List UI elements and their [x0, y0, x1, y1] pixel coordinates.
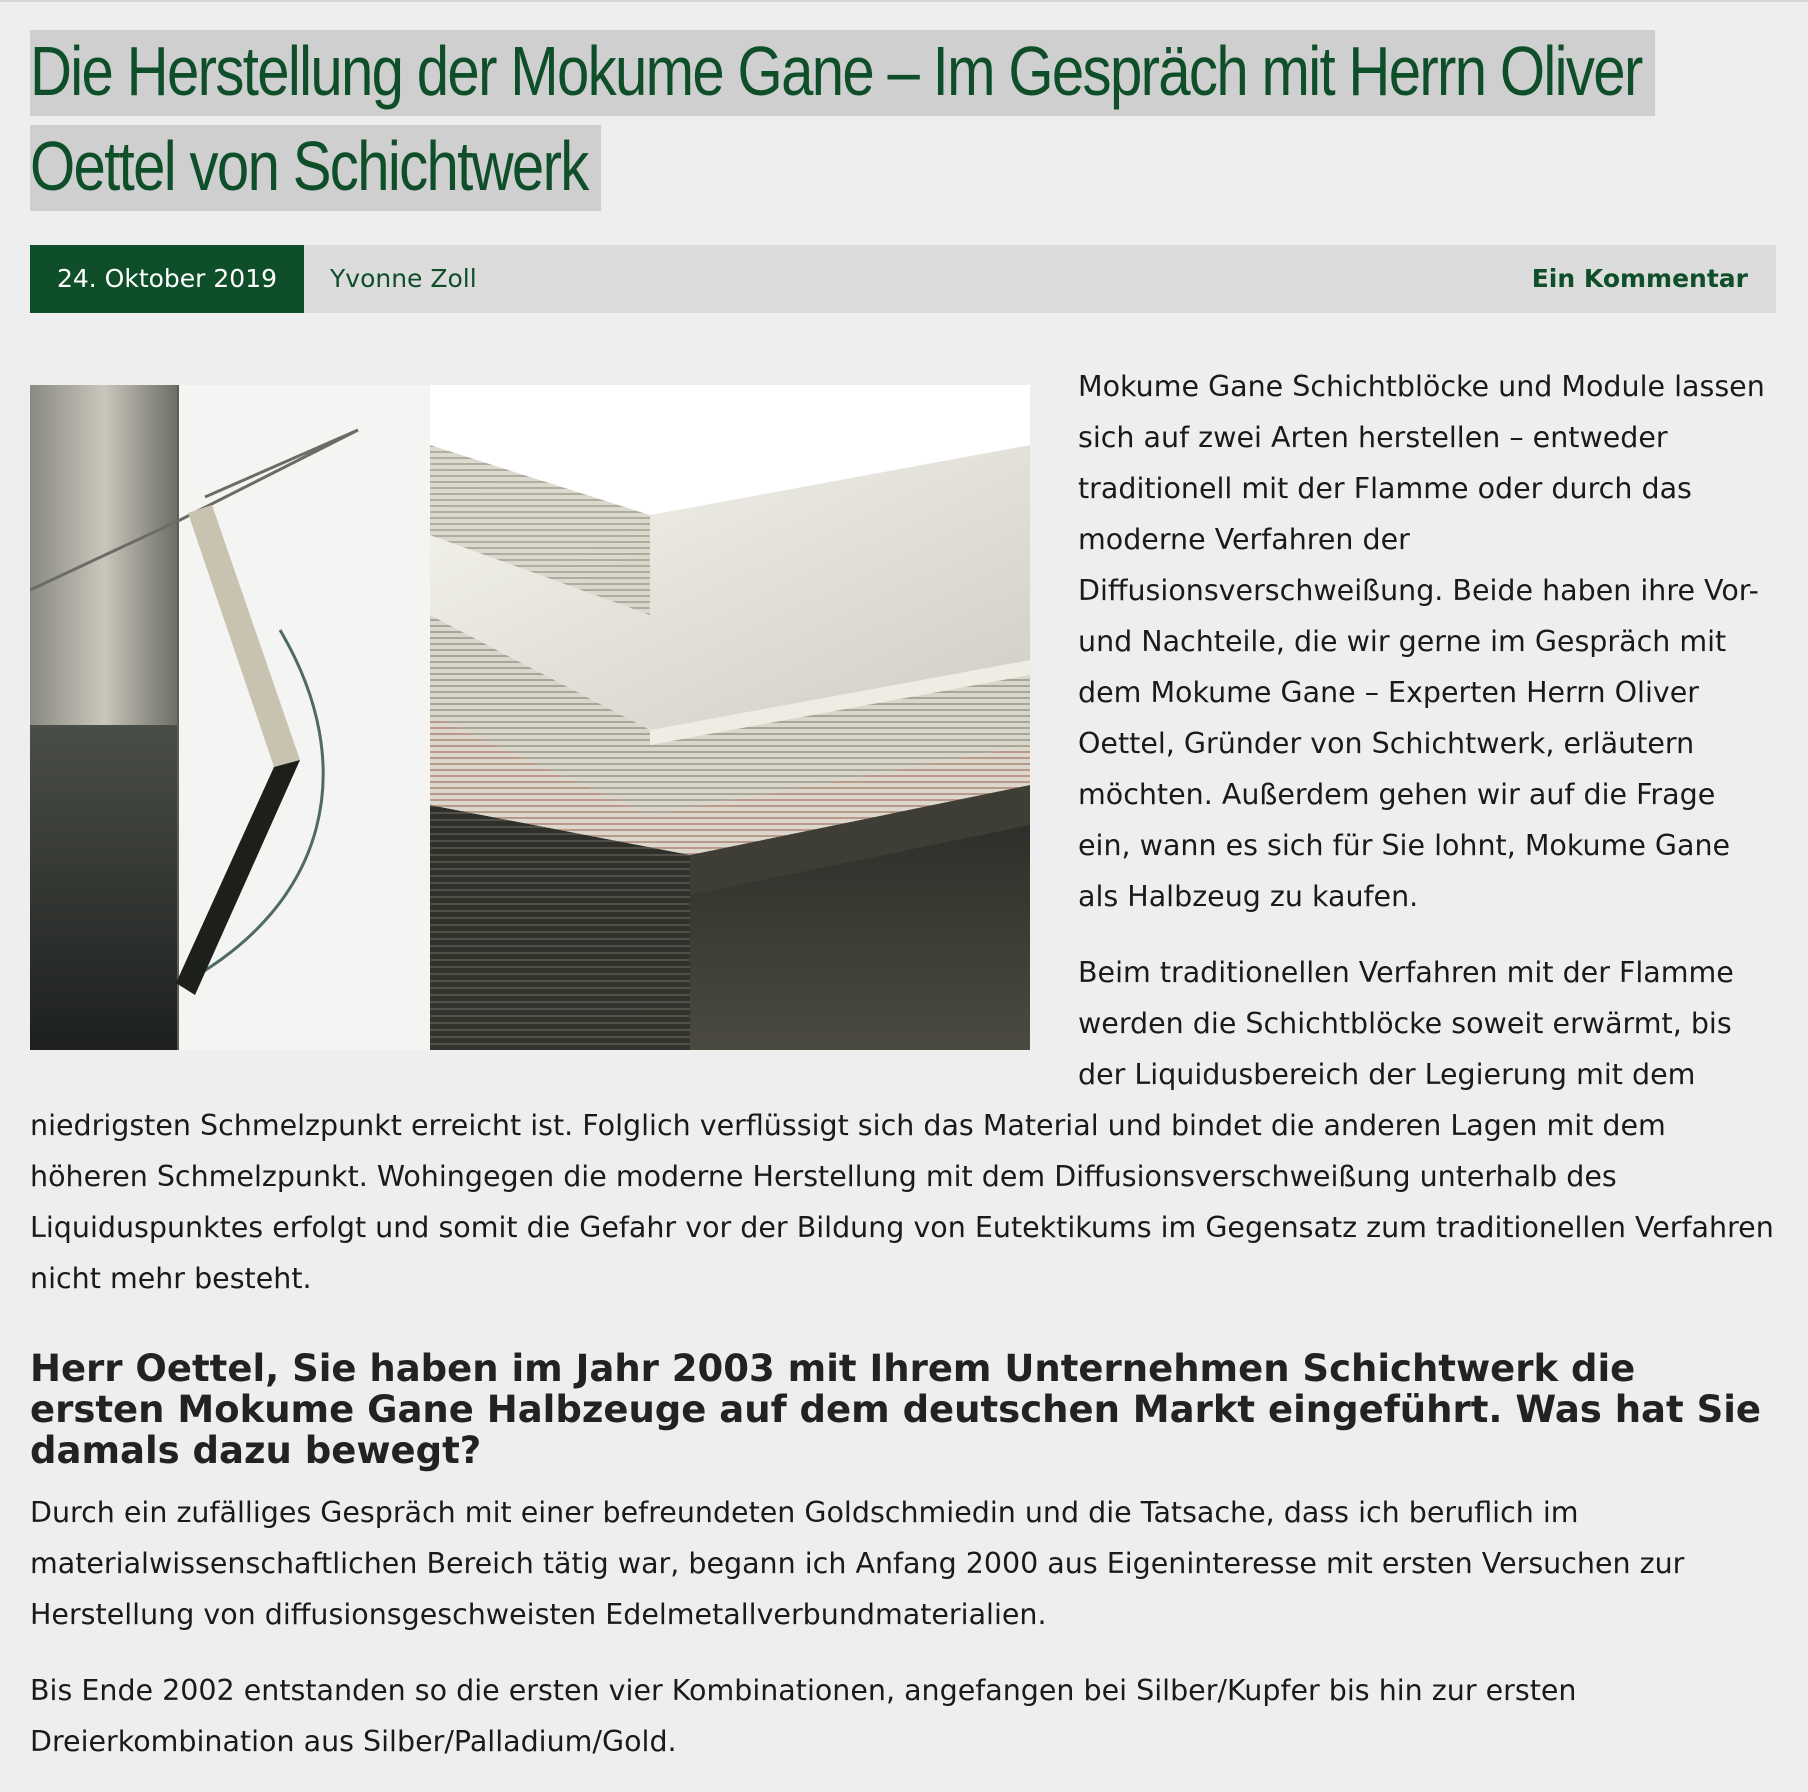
title-line-1: Die Herstellung der Mokume Gane – Im Gespräch mit Herrn Oliver	[30, 30, 1655, 116]
post-author-link[interactable]: Yvonne Zoll	[330, 264, 477, 293]
paragraph-answer-2: Bis Ende 2002 entstanden so die ersten vier Kombinationen, angefangen bei Silber/Kupfer bis hin zur ersten Dreierkombination aus Silber/Palladium/Gold.	[30, 1674, 1577, 1758]
title-line-2: Oettel von Schichtwerk	[30, 125, 601, 211]
interview-question-heading: Herr Oettel, Sie haben im Jahr 2003 mit Ihrem Unternehmen Schichtwerk die ersten Mokume Gane Halbzeuge auf dem deutschen Markt eingeführt. Was hat Sie damals dazu bewegt?	[30, 1347, 1762, 1472]
article-image-mokume-gane	[30, 385, 1030, 1050]
mokume-gane-photo	[30, 385, 1030, 1050]
article	[30, 24, 1776, 1758]
paragraph-process: Beim traditionellen Verfahren mit der Flamme werden die Schichtblöcke soweit erwärmt, bis der Liquidusbereich der Legierung mit dem niedrigsten Schmelzpunkt erreicht ist. Folglich verflüssigt sich das Material und bindet die anderen Lagen mit dem höheren Schmelzpunkt. Wohingegen die moderne Herstellung mit dem Diffusionsverschweißung unterhalb des Liquiduspunktes erfolgt und somit die Gefahr vor der Bildung von Eutektikums im Gegensatz zum traditionellen Verfahren nicht mehr besteht.	[30, 956, 1774, 1295]
comments-link[interactable]: Ein Kommentar	[1531, 264, 1748, 293]
post-meta-bar	[30, 245, 1776, 313]
page-title	[30, 24, 1690, 214]
paragraph-intro: Mokume Gane Schichtblöcke und Module lassen sich auf zwei Arten herstellen – entweder traditionell mit der Flamme oder durch das moderne Verfahren der Diffusionsverschweißung. Beide haben ihre Vor- und Nachteile, die wir gerne im Gespräch mit dem Mokume Gane – Experten Herrn Oliver Oettel, Gründer von Schichtwerk, erläutern möchten. Außerdem gehen wir auf die Frage ein, wann es sich für Sie lohnt, Mokume Gane als Halbzeug zu kaufen.	[1078, 370, 1765, 913]
paragraph-answer-1: Durch ein zufälliges Gespräch mit einer befreundeten Goldschmiedin und die Tatsache, dass ich beruflich im materialwissenschaftlichen Bereich tätig war, begann ich Anfang 2000 aus Eigeninteresse mit ersten Versuchen zur Herstellung von diffusionsgeschweisten Edelmetallverbundmaterialien.	[30, 1496, 1685, 1631]
article-body	[30, 361, 1776, 1792]
top-divider	[0, 0, 1808, 2]
post-date[interactable]: 24. Oktober 2019	[30, 245, 304, 313]
